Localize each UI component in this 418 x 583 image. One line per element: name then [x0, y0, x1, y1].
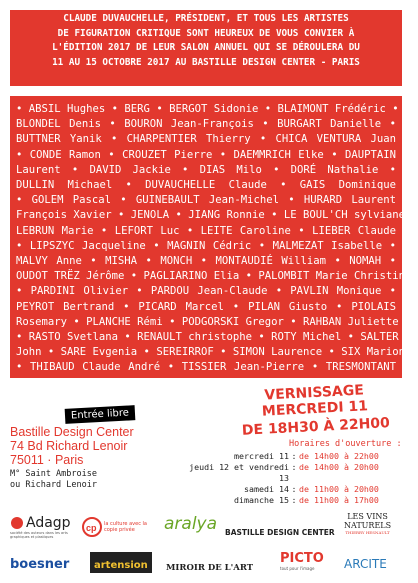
hours-time: de 11h00 à 17h00: [299, 495, 379, 505]
artists-row: • LIPSZYC Jacqueline • MAGNIN Cédric • MALMEZAT Isabelle •: [16, 239, 396, 252]
venue-city: 75011 · Paris: [10, 453, 84, 467]
artists-row: OUDOT TRËZ Jérôme • PAGLIARINO Elia • PALOMBIT Marie Christine: [16, 270, 412, 283]
vins-naturels-logo: LES VINS NATURELS THIERRY HESNAULT: [344, 512, 392, 535]
aralya-logo: aralya: [164, 514, 218, 534]
vernissage-time: DE 18H30 À 22H00: [241, 415, 391, 439]
artists-row: • THIBAUD Claude André • TISSIER Jean-Pierre • TRESMONTANT: [16, 361, 396, 374]
header-line: CLAUDE DUVAUCHELLE, PRÉSIDENT, ET TOUS LES ARTISTES: [63, 13, 349, 24]
picto-logo: PICTO tout pour l'image: [280, 551, 324, 571]
artists-row: Christophe • VALMIGOT • VERHEUGEN Jos • WOLFF catherine •: [16, 376, 396, 389]
hours-time: de 14h00 à 22h00: [299, 451, 379, 461]
venue-address: [10, 425, 160, 467]
copie-privee-logo: cp la culture avec la copie privée: [82, 517, 149, 537]
artists-row: • CONDE Ramon • CROUZET Pierre • DAEMMRICH Elke • DAUPTAIN: [16, 148, 396, 161]
free-entry-badge: Entrée libre: [65, 405, 136, 424]
artists-row: John • SARE Evgenia • SEREIRROF • SIMON Laurence • SIX Marion: [16, 346, 406, 359]
cp-circle-icon: [82, 517, 102, 537]
hours-row: samedi 14 : de 11h00 à 20h00: [175, 484, 405, 495]
venue-name: Bastille Design Center: [10, 425, 134, 439]
venue-street: 74 Bd Richard Lenoir: [10, 439, 128, 453]
artists-row: Rosemary • PLANCHE Rémi • PODGORSKI Gregor • RAHBAN Juliette: [16, 315, 399, 328]
artists-row: MALVY Anne • MISHA • MONCH • MONTAUDIÉ William • NOMAH •: [16, 255, 396, 268]
hours-day: mercredi 11: [234, 451, 289, 461]
vernissage-date: VERNISSAGE MERCREDI 11: [261, 382, 369, 420]
opening-hours-title: Horaires d'ouverture :: [289, 439, 402, 449]
metro-info: [10, 469, 97, 491]
metro-line: ou Richard Lenoir: [10, 480, 97, 490]
bastille-design-center-logo: BASTILLE DESIGN CENTER: [225, 528, 335, 537]
hours-row: dimanche 15 : de 11h00 à 17h00: [175, 495, 405, 506]
artists-row: • RASTO Svetlana • RENAULT christophe • ROTY Michel • SALTER: [16, 331, 399, 344]
opening-hours: [175, 451, 405, 506]
artists-row: • ABSIL Hughes • BERG • BERGOT Sidonie • BLAIMONT Frédéric •: [16, 103, 399, 115]
artists-row: BLONDEL Denis • BOURON Jean-François • BURGART Danielle •: [16, 118, 396, 131]
header-line: 11 AU 15 OCTOBRE 2017 AU BASTILLE DESIGN CENTER - PARIS: [52, 56, 360, 68]
hours-day: dimanche 15: [234, 495, 289, 505]
artists-row: BUTTNER Yanik • CHARPENTIER Thierry • CHICA VENTURA Juan: [16, 133, 396, 146]
artension-logo: artension: [90, 552, 152, 573]
artists-row: • PARDINI Olivier • PARDOU Jean-Claude • PAVLIN Monique •: [16, 285, 396, 298]
hours-time: de 14h00 à 20h00: [299, 462, 379, 472]
artists-row: François Xavier • JENOLA • JIANG Ronnie • LE BOUL'CH sylviane •: [16, 209, 418, 222]
header-line: L'ÉDITION 2017 DE LEUR SALON ANNUEL QUI SE DÉROULERA DU: [52, 42, 360, 54]
invitation-header: [10, 10, 402, 86]
hours-day: samedi 14: [244, 484, 289, 494]
header-line: DE FIGURATION CRITIQUE SONT HEUREUX DE VOUS CONVIER À: [57, 27, 355, 39]
hours-day: jeudi 12 et vendredi 13: [189, 462, 289, 483]
hours-row: jeudi 12 et vendredi 13 : de 14h00 à 20h00: [175, 462, 405, 484]
hours-time: de 11h00 à 20h00: [299, 484, 379, 494]
miroir-de-l-art-logo: MIROIR DE L'ART: [166, 563, 254, 573]
artists-row: PEYROT Bertrand • PICARD Marcel • PILAN Giusto • PIOLAIS: [16, 300, 396, 313]
hours-row: mercredi 11 : de 14h00 à 22h00: [175, 451, 405, 462]
arcite-logo: ARCITE: [344, 557, 387, 571]
artists-list: [10, 96, 418, 389]
artists-row: Laurent • DAVID Jackie • DIAS Milo • DORÉ Nathalie •: [16, 163, 396, 176]
adagp-mark-icon: [10, 516, 24, 530]
artists-row: LEBRUN Marie • LEFORT Luc • LEITE Caroline • LIEBER Claude: [16, 224, 396, 237]
artists-row: • GOLEM Pascal • GUINEBAULT Jean-Michel • HURARD Laurent: [16, 194, 396, 207]
svg-text:cp: cp: [86, 523, 97, 533]
boesner-logo: boesner: [10, 557, 70, 572]
adagp-logo: Adagp société des auteurs dans les arts graphiques et plastiques: [10, 515, 71, 539]
vernissage-announcement: [224, 380, 406, 439]
metro-line: M° Saint Ambroise: [10, 469, 97, 479]
artists-row: DULLIN Michael • DUVAUCHELLE Claude • GAIS Dominique: [16, 179, 396, 192]
